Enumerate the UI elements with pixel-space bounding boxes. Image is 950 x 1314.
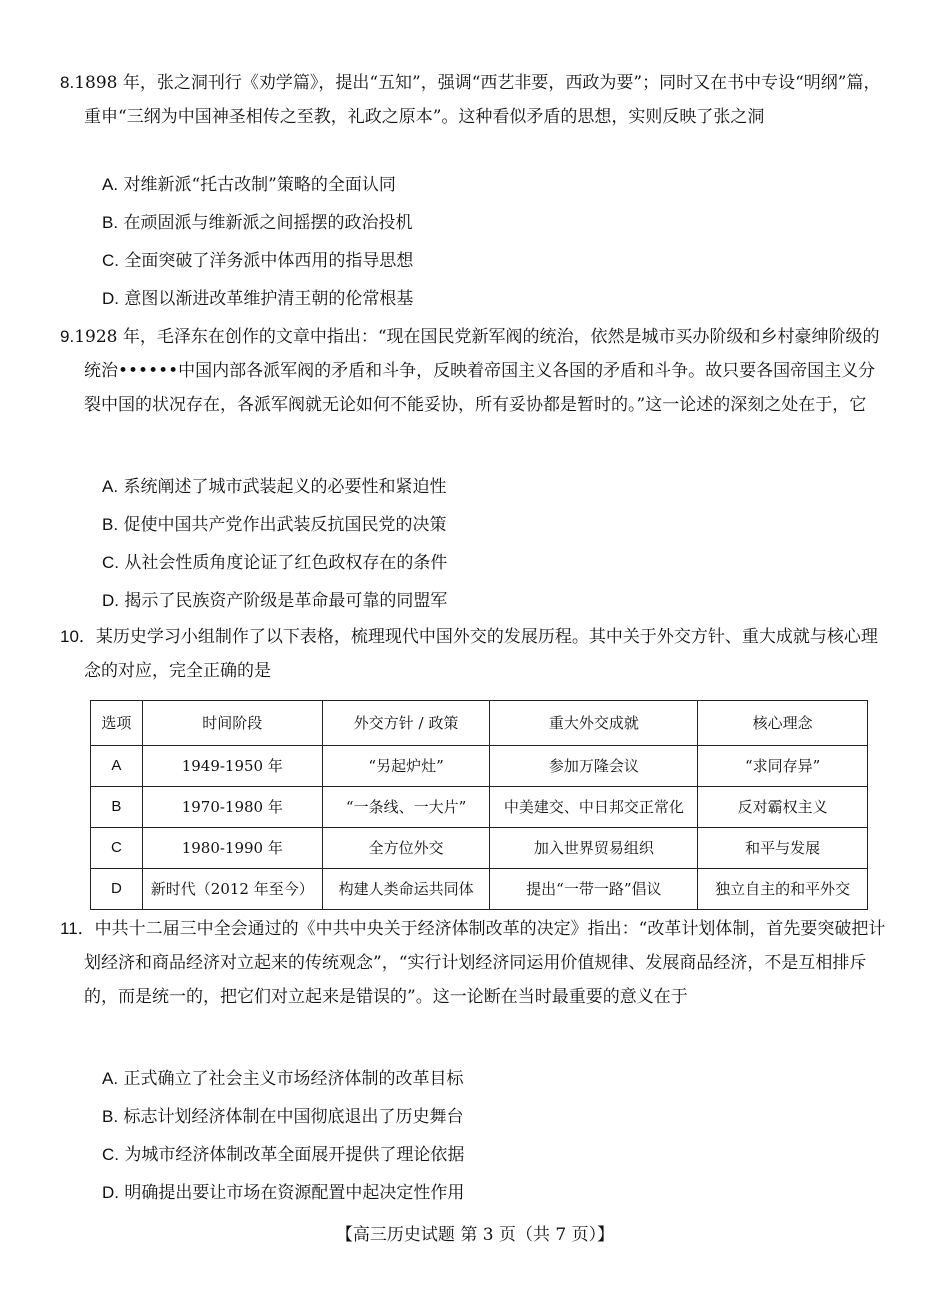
table-header: 重大外交成就 [490,701,698,746]
table-cell: 1970-1980 年 [142,787,322,828]
question-stem: 1898 年，张之洞刊行《劝学篇》，提出“五知”，强调“西艺非要，西政为要”；同时又在书中专设“明纲”篇，重申“三纲为中国神圣相传之至教，礼政之原本”。这种看似矛盾的思想，实则反映了张之洞 [74,73,881,127]
table-cell: 提出“一带一路”倡议 [490,869,698,910]
table-cell: 和平与发展 [698,828,868,869]
table-cell: 1980-1990 年 [142,828,322,869]
option-c[interactable]: C. 全面突破了洋务派中体西用的指导思想 [102,251,414,271]
table-cell: D [91,869,143,910]
question-stem: 1928 年，毛泽东在创作的文章中指出：“现在国民党新军阀的统治，依然是城市买办阶级和乡村豪绅阶级的统治••••••中国内部各派军阀的矛盾和斗争，反映着帝国主义各国的矛盾和斗争。故只要各国帝国主义分裂中国的状况存在，各派军阀就无论如何不能妥协，所有妥协都是暂时的。”这一论述的深刻之处在于，它 [74,327,880,415]
table-cell: “一条线、一大片” [322,787,490,828]
table-cell: B [91,787,143,828]
option-c[interactable]: C. 为城市经济体制改革全面展开提供了理论依据 [102,1145,465,1165]
table-header: 核心理念 [698,701,868,746]
question-11 [60,912,890,1014]
table-cell: 反对霸权主义 [698,787,868,828]
question-number: 8. [60,73,75,92]
question-8 [60,66,890,134]
table-cell: 新时代（2012 年至今） [142,869,322,910]
table-cell: 构建人类命运共同体 [322,869,490,910]
question-stem: 某历史学习小组制作了以下表格，梳理现代中国外交的发展历程。其中关于外交方针、重大成就与核心理念的对应，完全正确的是 [84,627,878,681]
table-cell: 中美建交、中日邦交正常化 [490,787,698,828]
option-a[interactable]: A. 正式确立了社会主义市场经济体制的改革目标 [102,1069,464,1089]
table-header: 时间阶段 [142,701,322,746]
table-cell: 参加万隆会议 [490,746,698,787]
table-cell: “另起炉灶” [322,746,490,787]
question-9 [60,320,890,422]
table-cell: C [91,828,143,869]
table-header: 选项 [91,701,143,746]
option-b[interactable]: B. 促使中国共产党作出武装反抗国民党的决策 [102,515,447,535]
question-stem: 中共十二届三中全会通过的《中共中央关于经济体制改革的决定》指出：“改革计划体制，首先要突破把计划经济和商品经济对立起来的传统观念”，“实行计划经济同运用价值规律、发展商品经济，不是互相排斥的，而是统一的，把它们对立起来是错误的”。这一论断在当时最重要的意义在于 [84,919,886,1007]
question-number: 11． [60,919,95,938]
table-row [91,787,868,828]
table-cell: 全方位外交 [322,828,490,869]
option-b[interactable]: B. 标志计划经济体制在中国彻底退出了历史舞台 [102,1107,464,1127]
table-row [91,746,868,787]
page-footer: 【高三历史试题 第 3 页（共 7 页）】 [335,1225,615,1245]
question-number: 10． [60,627,96,646]
table-cell: “求同存异” [698,746,868,787]
table-cell: 独立自主的和平外交 [698,869,868,910]
table-row [91,869,868,910]
question-10 [60,620,890,688]
table-cell: A [91,746,143,787]
table-cell: 加入世界贸易组织 [490,828,698,869]
option-d[interactable]: D. 意图以渐进改革维护清王朝的伦常根基 [102,289,414,309]
option-b[interactable]: B. 在顽固派与维新派之间摇摆的政治投机 [102,213,413,233]
question-number: 9. [60,327,75,346]
option-c[interactable]: C. 从社会性质角度论证了红色政权存在的条件 [102,553,448,573]
table-header: 外交方针 / 政策 [322,701,490,746]
table-row [91,828,868,869]
table-header-row [91,701,868,746]
option-d[interactable]: D. 揭示了民族资产阶级是革命最可靠的同盟军 [102,591,448,611]
option-d[interactable]: D. 明确提出要让市场在资源配置中起决定性作用 [102,1183,465,1203]
diplomacy-table [90,700,868,910]
table-cell: 1949-1950 年 [142,746,322,787]
option-a[interactable]: A. 对维新派“托古改制”策略的全面认同 [102,175,396,195]
option-a[interactable]: A. 系统阐述了城市武装起义的必要性和紧迫性 [102,477,447,497]
